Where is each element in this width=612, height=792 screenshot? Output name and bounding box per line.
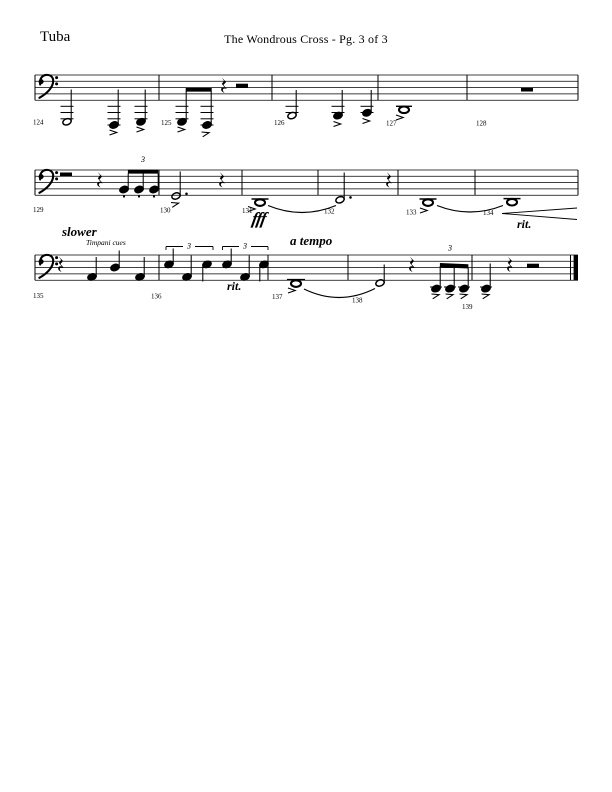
staccato-dot (123, 195, 125, 197)
final-barline-thick (574, 255, 578, 280)
quarter-note-head (481, 284, 491, 293)
quarter-note-head (109, 121, 119, 130)
quarter-rest (386, 172, 392, 187)
quarter-note-head (362, 109, 372, 118)
quarter-note-head (149, 185, 159, 194)
measure-number: 124 (33, 118, 44, 127)
accent-mark (288, 288, 295, 293)
annotation-timpanicues: Timpani cues (86, 238, 126, 247)
staccato-dot (153, 195, 155, 197)
tuplet-number: 3 (141, 155, 145, 164)
whole-note-head (399, 107, 409, 114)
half-rest (60, 173, 72, 177)
annotation-rit: rit. (227, 279, 242, 293)
instrument-name: Tuba (40, 29, 71, 45)
tuplet-number: 3 (187, 241, 191, 251)
accent-mark (171, 201, 179, 208)
beam (128, 170, 158, 174)
quarter-rest (219, 172, 225, 187)
quarter-rest (58, 257, 64, 272)
quarter-rest (97, 172, 103, 187)
accent-mark (110, 130, 117, 135)
measure-number: 135 (33, 292, 44, 300)
half-note-head (171, 192, 181, 201)
measure-number: 139 (462, 303, 473, 311)
bass-clef-icon (39, 170, 59, 193)
crescendo-hairpin (502, 208, 577, 214)
whole-note-head (291, 280, 301, 287)
page-title: The Wondrous Cross - Pg. 3 of 3 (224, 32, 388, 46)
accent-mark (482, 292, 490, 299)
tuplet-number: 3 (243, 241, 247, 251)
whole-note-head (255, 199, 265, 206)
accent-mark (396, 115, 403, 120)
half-rest (527, 264, 539, 268)
measure-number: 137 (272, 293, 283, 301)
quarter-note-head (202, 121, 212, 130)
accent-mark (446, 292, 454, 299)
measure-number: 129 (33, 206, 44, 214)
augmentation-dot (349, 196, 352, 199)
beam (186, 88, 212, 92)
measure-number: 125 (161, 119, 172, 127)
accent-mark (460, 292, 468, 299)
measure-number: 130 (160, 206, 171, 215)
half-note-head (335, 196, 345, 205)
measure-number: 138 (352, 296, 363, 305)
measure-number: 132 (324, 207, 335, 216)
accent-mark (178, 127, 185, 132)
tuplet-number: 3 (448, 243, 452, 253)
quarter-rest (507, 257, 513, 272)
accent-mark (432, 292, 440, 299)
quarter-note-head (119, 185, 129, 194)
tie-curve (304, 289, 375, 298)
quarter-note-head (445, 284, 455, 293)
quarter-note-head (110, 263, 120, 272)
quarter-note-head (134, 185, 144, 194)
quarter-note-head (431, 284, 441, 293)
annotation-slower: slower (62, 224, 97, 239)
accent-mark (202, 130, 210, 137)
quarter-rest (409, 257, 415, 272)
crescendo-hairpin (502, 214, 577, 220)
annotation-rit: rit. (517, 217, 532, 231)
annotation-atempo: a tempo (290, 233, 333, 248)
whole-note-head (507, 199, 517, 206)
measure-number: 136 (151, 292, 162, 301)
whole-note-head (423, 199, 433, 206)
accent-mark (334, 122, 341, 127)
staccato-dot (138, 195, 140, 197)
half-rest (236, 84, 248, 88)
measure-number: 126 (274, 119, 285, 127)
quarter-note-head (459, 284, 469, 293)
whole-rest (521, 88, 533, 92)
quarter-rest (221, 78, 227, 93)
measure-number: 128 (476, 119, 487, 128)
accent-mark (363, 119, 370, 124)
measure-number: 134 (483, 209, 494, 217)
accent-mark (137, 127, 144, 132)
annotation-fff: fff (250, 209, 268, 228)
bass-clef-icon (39, 255, 59, 278)
measure-number: 127 (386, 119, 397, 128)
accent-mark (420, 208, 427, 213)
measure-number: 133 (406, 208, 417, 217)
bass-clef-icon (39, 75, 59, 98)
measure-number: 131 (242, 207, 253, 215)
augmentation-dot (185, 193, 188, 196)
